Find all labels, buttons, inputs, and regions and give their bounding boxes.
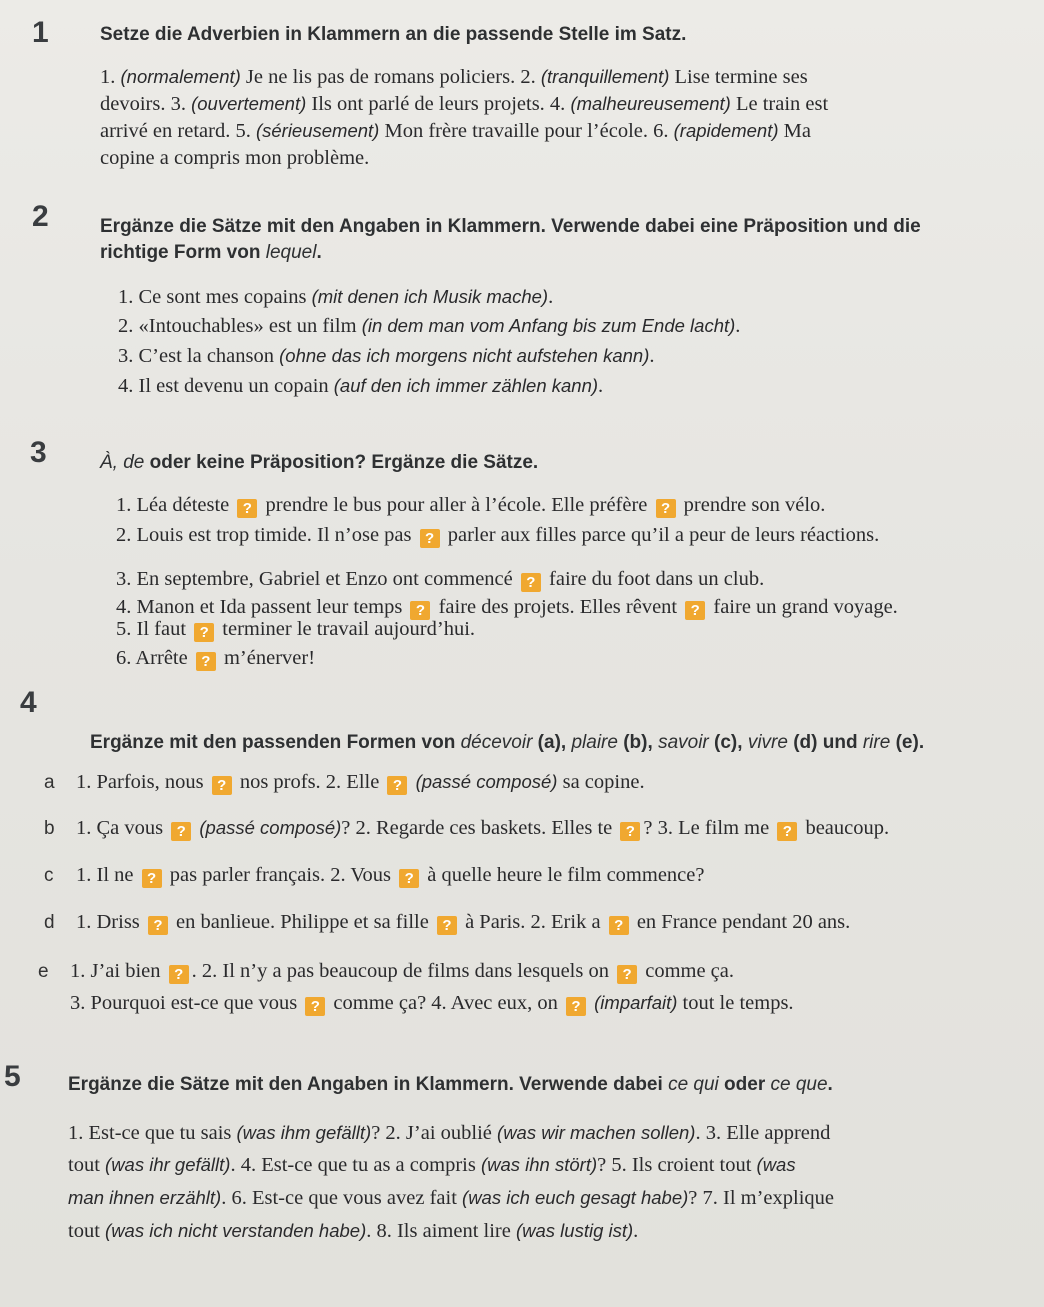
exercise-number: 2 xyxy=(32,200,49,233)
ex2-item: 1. Ce sont mes copains (mit denen ich Musik mache). xyxy=(118,286,554,308)
ex4-row: 1. Driss ? en banlieue. Philippe et sa fille ? à Paris. 2. Erik a ? en France pendant 20 ans. xyxy=(76,911,851,934)
exercise-instruction: Ergänze die Sätze mit den Angaben in Klammern. Verwende dabei eine Präposition und die xyxy=(100,216,921,237)
answer-gap[interactable]: ? xyxy=(305,997,325,1016)
answer-gap[interactable]: ? xyxy=(387,776,407,795)
ex4-row: 3. Pourquoi est-ce que vous ? comme ça? 4. Avec eux, on ? (imparfait) tout le temps. xyxy=(70,992,794,1015)
exercise-instruction: Setze die Adverbien in Klammern an die passende Stelle im Satz. xyxy=(100,24,687,45)
ex4-row: 1. Ça vous ? (passé composé)? 2. Regarde ces baskets. Elles te ? ? 3. Le film me ? beaucoup. xyxy=(76,817,890,840)
answer-gap[interactable]: ? xyxy=(609,916,629,935)
answer-gap[interactable]: ? xyxy=(437,916,457,935)
exercise-number: 1 xyxy=(32,16,49,49)
exercise-number: 3 xyxy=(30,436,47,469)
exercise-number: 4 xyxy=(20,686,37,719)
ex4-row: 1. J’ai bien ? . 2. Il n’y a pas beaucoup de films dans lesquels on ? comme ça. xyxy=(70,960,735,983)
answer-gap[interactable]: ? xyxy=(620,822,640,841)
ex5-line: man ihnen erzählt). 6. Est-ce que vous avez fait (was ich euch gesagt habe)? 7. Il m’explique xyxy=(68,1187,835,1209)
row-letter: c xyxy=(44,865,54,886)
answer-gap[interactable]: ? xyxy=(171,822,191,841)
answer-gap[interactable]: ? xyxy=(685,601,705,620)
ex3-item: 2. Louis est trop timide. Il n’ose pas ? parler aux filles parce qu’il a peur de leurs réactions. xyxy=(116,524,880,547)
row-letter: a xyxy=(44,772,55,793)
ex1-line: arrivé en retard. 5. (sérieusement) Mon frère travaille pour l’école. 6. (rapidement) Ma xyxy=(100,120,811,142)
ex5-line: 1. Est-ce que tu sais (was ihm gefällt)? 2. J’ai oublié (was wir machen sollen). 3. Elle apprend xyxy=(68,1122,831,1144)
ex1-line: copine a compris mon problème. xyxy=(100,147,370,169)
exercise-number: 5 xyxy=(4,1060,21,1093)
exercise-instruction: Ergänze mit den passenden Formen von décevoir (a), plaire (b), savoir (c), vivre (d) und rire (e). xyxy=(90,732,925,753)
ex1-line: devoirs. 3. (ouvertement) Ils ont parlé de leurs projets. 4. (malheureusement) Le train est xyxy=(100,93,829,115)
row-letter: e xyxy=(38,961,49,982)
answer-gap[interactable]: ? xyxy=(617,965,637,984)
answer-gap[interactable]: ? xyxy=(399,869,419,888)
exercise-instruction: Ergänze die Sätze mit den Angaben in Klammern. Verwende dabei ce qui oder ce que. xyxy=(68,1074,833,1095)
ex3-item: 6. Arrête ? m’énerver! xyxy=(116,647,316,670)
ex1-line: 1. (normalement) Je ne lis pas de romans policiers. 2. (tranquillement) Lise termine ses xyxy=(100,66,808,88)
answer-gap[interactable]: ? xyxy=(237,499,257,518)
answer-gap[interactable]: ? xyxy=(656,499,676,518)
answer-gap[interactable]: ? xyxy=(194,623,214,642)
exercise-instruction-cont: richtige Form von lequel. xyxy=(100,242,322,263)
answer-gap[interactable]: ? xyxy=(196,652,216,671)
ex2-item: 2. «Intouchables» est un film (in dem man vom Anfang bis zum Ende lacht). xyxy=(118,315,741,337)
exercise-instruction: À, de oder keine Präposition? Ergänze die Sätze. xyxy=(100,452,539,473)
answer-gap[interactable]: ? xyxy=(142,869,162,888)
answer-gap[interactable]: ? xyxy=(212,776,232,795)
ex3-item: 5. Il faut ? terminer le travail aujourd’hui. xyxy=(116,618,476,641)
answer-gap[interactable]: ? xyxy=(521,573,541,592)
ex4-row: 1. Il ne ? pas parler français. 2. Vous ? à quelle heure le film commence? xyxy=(76,864,705,887)
row-letter: d xyxy=(44,912,55,933)
ex2-item: 3. C’est la chanson (ohne das ich morgens nicht aufstehen kann). xyxy=(118,345,655,367)
answer-gap[interactable]: ? xyxy=(420,529,440,548)
answer-gap[interactable]: ? xyxy=(148,916,168,935)
ex3-item: 1. Léa déteste ? prendre le bus pour aller à l’école. Elle préfère ? prendre son vélo. xyxy=(116,494,826,517)
answer-gap[interactable]: ? xyxy=(410,601,430,620)
answer-gap[interactable]: ? xyxy=(566,997,586,1016)
ex5-line: tout (was ich nicht verstanden habe). 8. Ils aiment lire (was lustig ist). xyxy=(68,1220,639,1242)
row-letter: b xyxy=(44,818,55,839)
ex4-row: 1. Parfois, nous ? nos profs. 2. Elle ? (passé composé) sa copine. xyxy=(76,771,645,794)
ex3-item: 3. En septembre, Gabriel et Enzo ont commencé ? faire du foot dans un club. xyxy=(116,568,765,591)
answer-gap[interactable]: ? xyxy=(777,822,797,841)
ex3-item: 4. Manon et Ida passent leur temps ? faire des projets. Elles rêvent ? faire un grand voyage. xyxy=(116,596,898,619)
answer-gap[interactable]: ? xyxy=(169,965,189,984)
ex2-item: 4. Il est devenu un copain (auf den ich immer zählen kann). xyxy=(118,375,604,397)
ex5-line: tout (was ihr gefällt). 4. Est-ce que tu as a compris (was ihn stört)? 5. Ils croient tout (was xyxy=(68,1154,796,1176)
